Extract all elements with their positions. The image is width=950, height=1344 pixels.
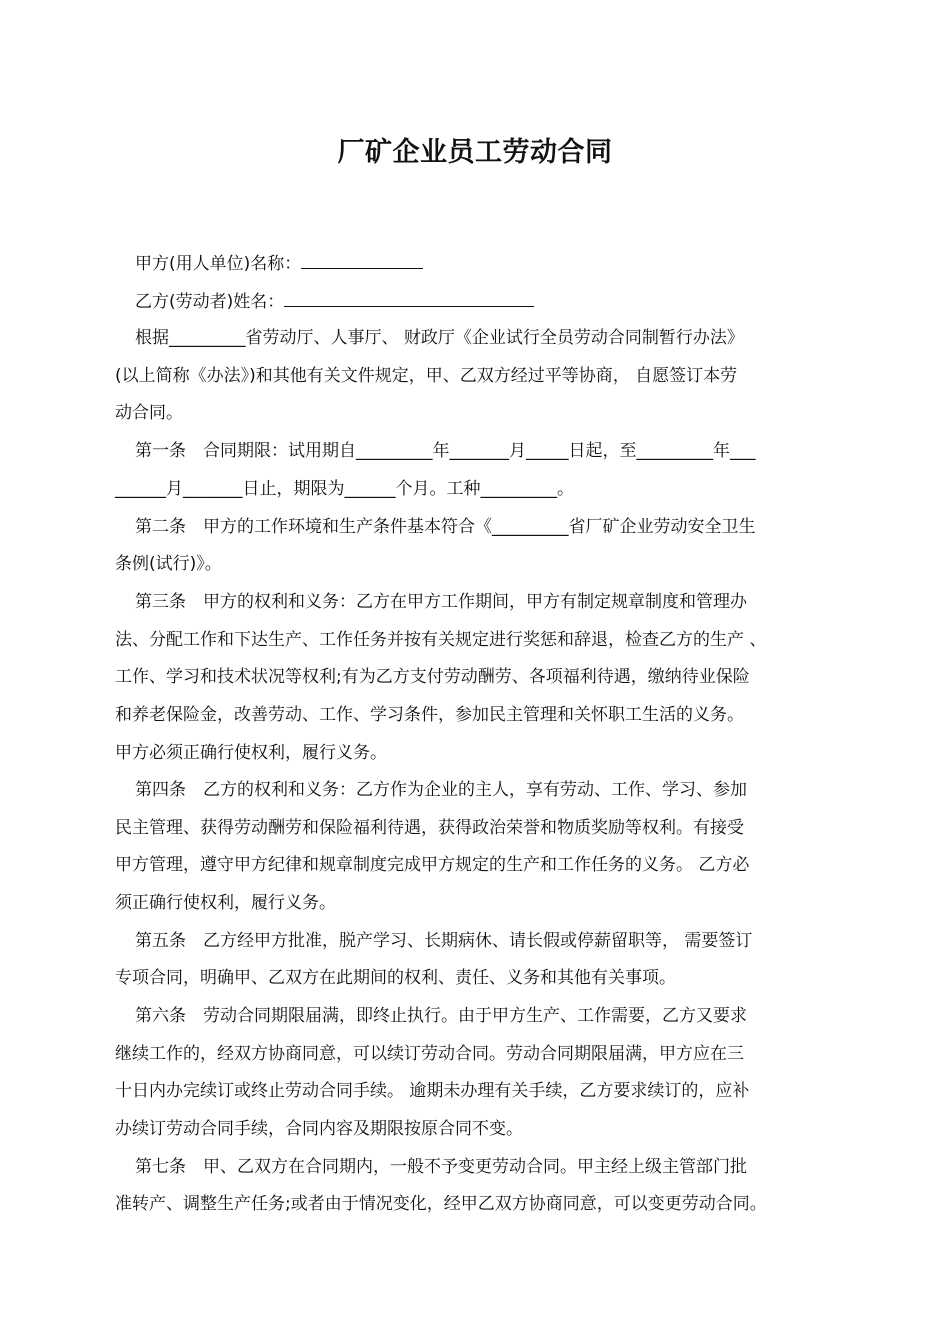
- party-a-label: 甲方(用人单位)名称：: [135, 254, 302, 274]
- paragraph-line: 办续订劳动合同手续，合同内容及期限按原合同不变。: [115, 1119, 523, 1139]
- article-7-line: 第七条 甲、乙双方在合同期内，一般不予变更劳动合同。甲主经上级主管部门批: [135, 1157, 747, 1177]
- article-2-line: 第二条 甲方的工作环境和生产条件基本符合《_________省厂矿企业劳动安全卫生: [135, 517, 756, 537]
- party-b-name-blank[interactable]: [284, 288, 534, 307]
- party-a-name-blank[interactable]: [301, 250, 423, 269]
- paragraph-line: 和养老保险金，改善劳动、工作、学习条件，参加民主管理和关怀职工生活的义务。: [115, 705, 744, 725]
- party-a-line: [135, 250, 865, 276]
- paragraph-line: 条例(试行)》。: [115, 554, 222, 574]
- paragraph-line: 民主管理、获得劳动酬劳和保险福利待遇，获得政治荣誉和物质奖励等权利。有接受: [115, 818, 744, 838]
- paragraph-line: 甲方必须正确行使权利，履行义务。: [115, 743, 387, 763]
- paragraph-line: 工作、学习和技术状况等权利;有为乙方支付劳动酬劳、各项福利待遇，缴纳待业保险: [115, 667, 750, 687]
- article-3-line: 第三条 甲方的权利和义务：乙方在甲方工作期间，甲方有制定规章制度和管理办: [135, 592, 747, 612]
- paragraph-line: 法、分配工作和下达生产、工作任务并按有关规定进行奖惩和辞退，检查乙方的生产 、: [115, 630, 767, 650]
- paragraph-line: 根据_________省劳动厅、人事厅、 财政厅《企业试行全员劳动合同制暂行办法》: [135, 328, 744, 348]
- paragraph-line: 准转产、调整生产任务;或者由于情况变化，经甲乙双方协商同意，可以变更劳动合同。: [115, 1194, 767, 1214]
- paragraph-line: 须正确行使权利，履行义务。: [115, 893, 336, 913]
- document-title: 厂矿企业员工劳动合同: [337, 137, 613, 168]
- article-4-line: 第四条 乙方的权利和义务：乙方作为企业的主人，享有劳动、工作、学习、参加: [135, 780, 747, 800]
- paragraph-line: 动合同。: [115, 403, 183, 423]
- paragraph-line: 甲方管理，遵守甲方纪律和规章制度完成甲方规定的生产和工作任务的义务。 乙方必: [115, 855, 750, 875]
- article-5-line: 第五条 乙方经甲方批准，脱产学习、长期病休、请长假或停薪留职等， 需要签订: [135, 931, 753, 951]
- party-b-label: 乙方(劳动者)姓名：: [135, 292, 285, 312]
- article-1-line: 第一条 合同期限：试用期自_________年_______月_____日起，至_________年___: [135, 441, 756, 461]
- paragraph-line: 继续工作的，经双方协商同意，可以续订劳动合同。劳动合同期限届满，甲方应在三: [115, 1044, 744, 1064]
- article-6-line: 第六条 劳动合同期限届满，即终止执行。由于甲方生产、工作需要，乙方又要求: [135, 1006, 747, 1026]
- paragraph-line: (以上简称《办法》)和其他有关文件规定，甲、乙双方经过平等协商， 自愿签订本劳: [115, 366, 738, 386]
- paragraph-line: 专项合同，明确甲、乙双方在此期间的权利、责任、义务和其他有关事项。: [115, 968, 676, 988]
- paragraph-line: ______月_______日止，期限为______个月。工种_________。: [115, 479, 574, 499]
- party-b-line: [135, 288, 865, 314]
- paragraph-line: 十日内办完续订或终止劳动合同手续。 逾期未办理有关手续，乙方要求续订的，应补: [115, 1081, 750, 1101]
